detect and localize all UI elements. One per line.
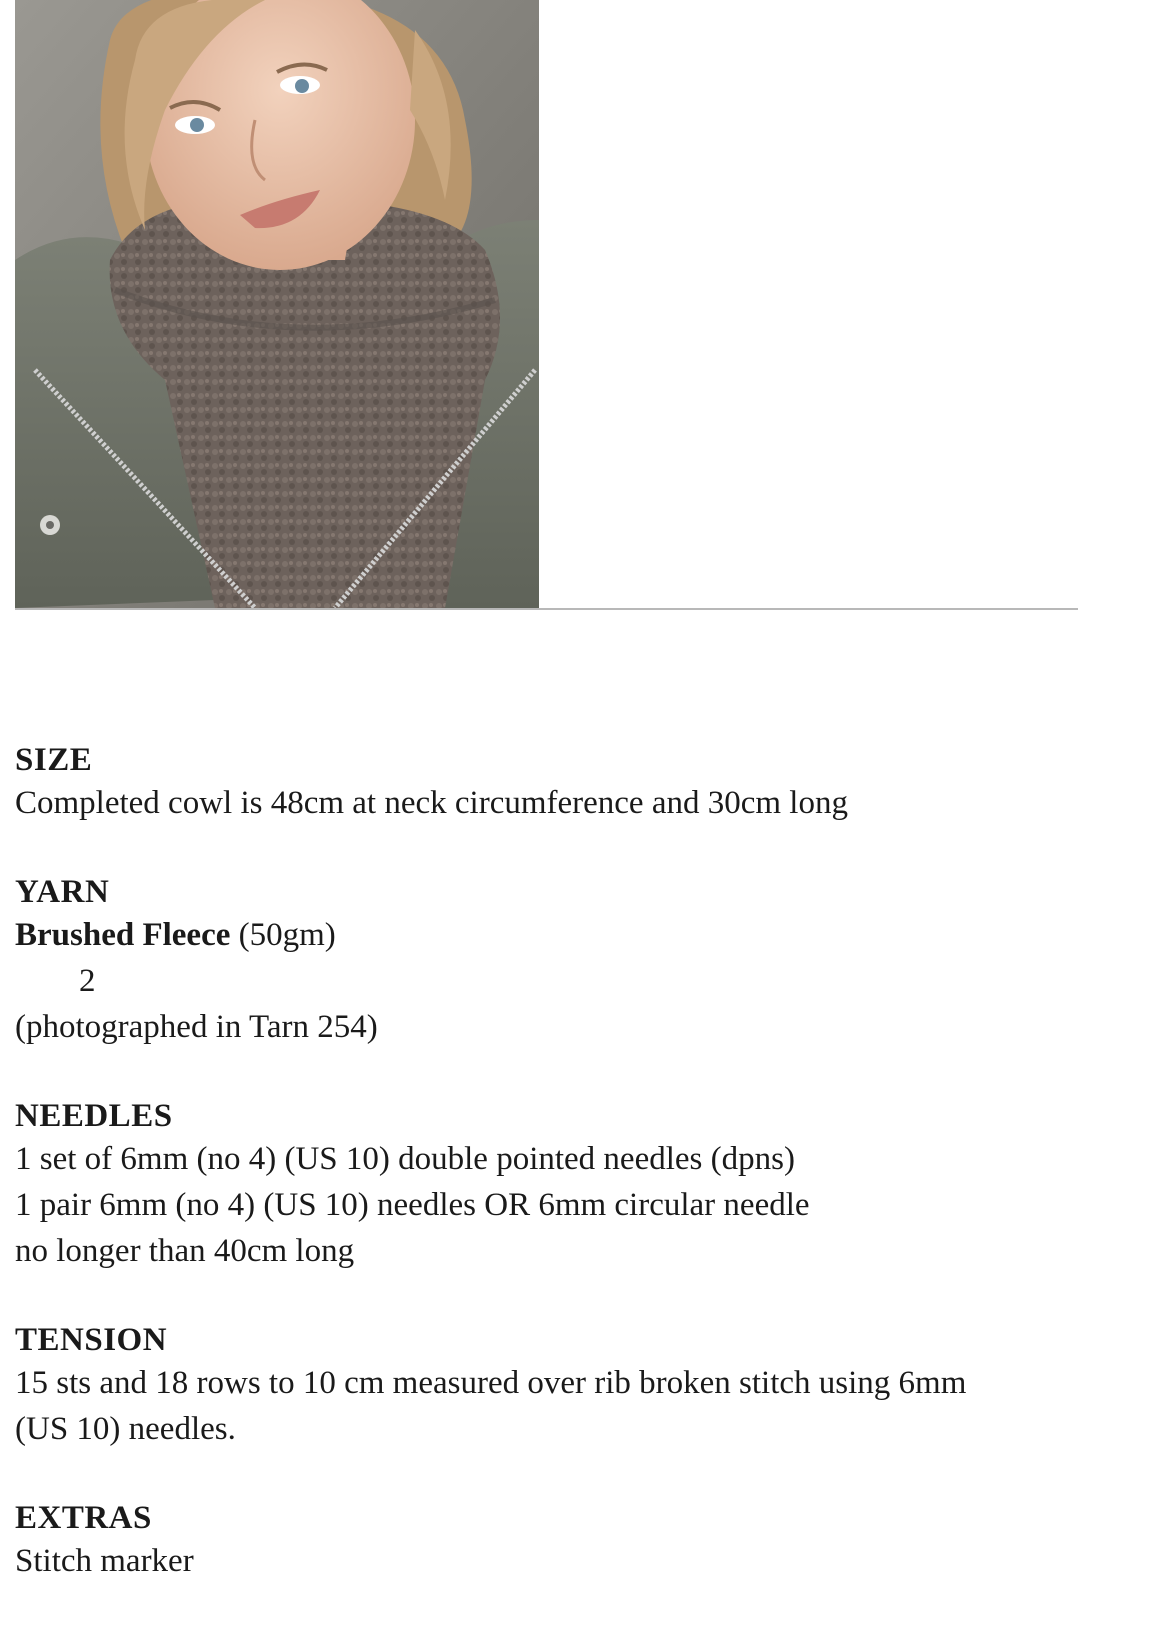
model-photo: [15, 0, 539, 608]
divider-line: [15, 608, 1078, 610]
extras-section: [15, 1498, 1135, 1584]
needles-line: 1 set of 6mm (no 4) (US 10) double pointed needles (dpns): [15, 1141, 795, 1177]
needles-section: [15, 1096, 1135, 1274]
size-section: [15, 740, 1135, 826]
model-photo-illustration: [15, 0, 539, 608]
extras-text: Stitch marker: [15, 1543, 194, 1579]
tension-heading: TENSION: [15, 1322, 168, 1358]
yarn-photographed: (photographed in Tarn 254): [15, 1009, 378, 1045]
tension-section: [15, 1320, 1135, 1452]
yarn-name-line: [15, 912, 1135, 958]
yarn-section: [15, 872, 1135, 1050]
size-heading: SIZE: [15, 742, 93, 778]
tension-line: 15 sts and 18 rows to 10 cm measured over rib broken stitch using 6mm: [15, 1365, 967, 1401]
needles-line: no longer than 40cm long: [15, 1233, 355, 1269]
tension-line: (US 10) needles.: [15, 1411, 236, 1447]
extras-heading: EXTRAS: [15, 1500, 152, 1536]
needles-line: 1 pair 6mm (no 4) (US 10) needles OR 6mm circular needle: [15, 1187, 810, 1223]
size-text: Completed cowl is 48cm at neck circumference and 30cm long: [15, 785, 848, 821]
yarn-name: Brushed Fleece: [15, 917, 231, 953]
yarn-quantity: 2: [79, 963, 96, 999]
needles-heading: NEEDLES: [15, 1098, 173, 1134]
yarn-heading: YARN: [15, 874, 110, 910]
yarn-weight: (50gm): [230, 917, 336, 953]
pattern-details: [15, 740, 1135, 1630]
